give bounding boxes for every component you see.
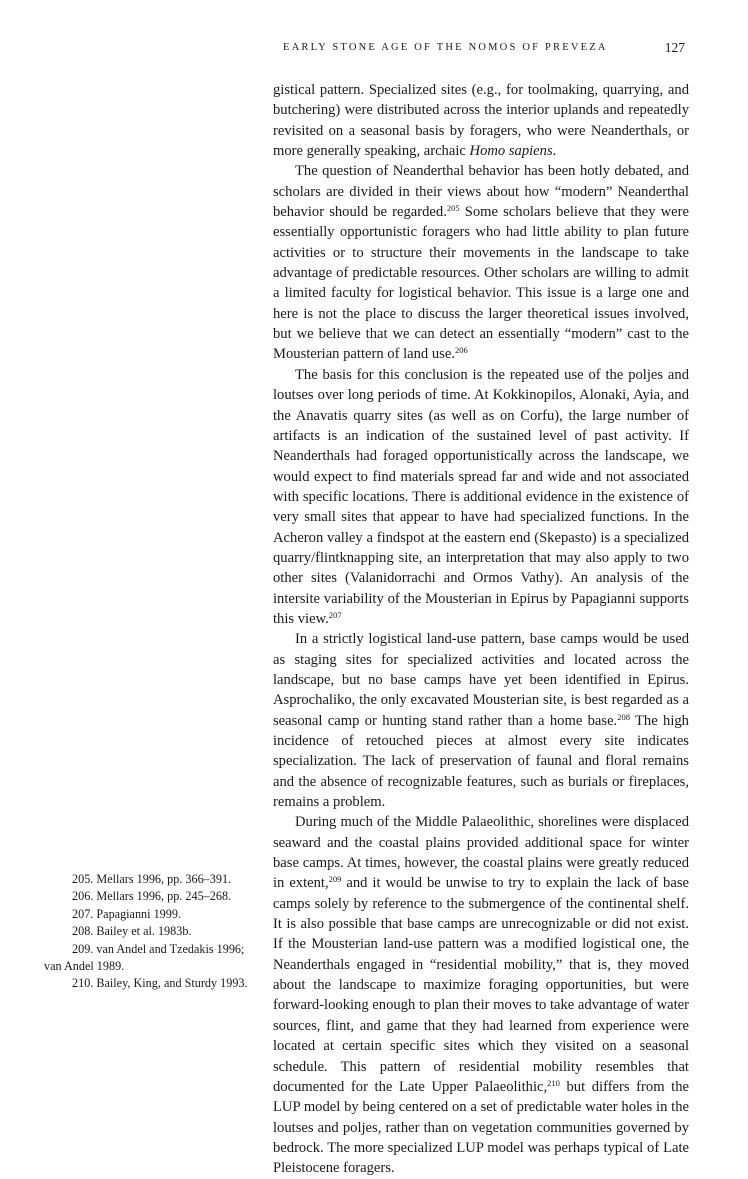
footnote-210: 210. Bailey, King, and Sturdy 1993. [72, 976, 248, 991]
footnote-209: 209. van Andel and Tzedakis 1996; van Andel 1989. [44, 941, 245, 974]
footnote-ref[interactable]: 206 [454, 345, 468, 356]
footnote-ref[interactable]: 209 [328, 874, 342, 885]
italic-term: Homo sapiens [469, 143, 553, 160]
text-run: The basis for this conclusion is the repeated use of the poljes and loutses over long periods of time. At Kokkinopilos, Alonaki, Ayia, and the Anavatis quarry sites (as well as on Corfu), the large number of artifacts is an indication of the sustained level of past activity. If Neanderthals had foraged opportunistically across the landscape, we would expect to find materials spread far and wide and not associated with specific locations. There is additional evidence in the existence of very small sites that appear to have had specialized functions. In the Acheron valley a findspot at the eastern end (Skepasto) is a specialized quarry/flintknapping site, an interpretation that may also apply to two other sites (Valanidorrachi and Ormos Vathy). An analysis of the intersite variability of the Mousterian in Epirus by Papagianni supports this view. [273, 366, 689, 627]
running-head: EARLY STONE AGE OF THE NOMOS OF PREVEZA [283, 42, 608, 53]
page-number: 127 [664, 40, 685, 55]
footnote-208: 208. Bailey et al. 1983b. [72, 924, 192, 939]
paragraph-4 [273, 629, 689, 812]
footnote-207: 207. Papagianni 1999. [72, 906, 181, 921]
footnote-ref[interactable]: 205 [446, 203, 460, 214]
footnote-ref[interactable]: 208 [617, 711, 630, 722]
text-run: and it would be unwise to try to explain the lack of base camps solely by reference to the submergence of the continental shelf. It is also possible that base camps are unrecognizable or did not exist. If the Mousterian land-use pattern was a modified logistical one, the Neanderthals engaged in “residential mobility,” that is, they moved about the landscape to maximize foraging opportunities, but were forward-looking enough to plan their moves to take advantage of water sources, flint, and game that they had learned from experience were located at certain specific sites which they visited on a seasonal schedule. This pattern of residential mobility resembles that documented for the Late Upper Palaeolithic, [273, 875, 689, 1095]
paragraph-5 [273, 812, 689, 1178]
page-header [273, 42, 685, 60]
paragraph-2 [273, 161, 689, 364]
footnote-ref[interactable]: 210 [547, 1077, 560, 1088]
paragraph-1 [273, 80, 689, 161]
text-run: but differs from the LUP model by being centered on a set of predictable water holes in the loutses and poljes, rather than on vegetation communities governed by bedrock. The more specialized LUP model was perhaps typical of Late Pleistocene foragers. [273, 1078, 689, 1177]
paragraph-3 [273, 365, 689, 629]
text-run: gistical pattern. Specialized sites (e.g., for toolmaking, quarrying, and butchering) were distributed across the interior uplands and repeatedly revisited on a seasonal basis by foragers, who were Neanderthals, or more generally speaking, archaic [273, 82, 689, 160]
main-text [273, 80, 689, 1179]
footnotes [44, 871, 254, 993]
text-run: The question of Neanderthal behavior has been hotly debated, and scholars are divided in their views about how “modern” Neanderthal behavior should be regarded. [273, 163, 689, 221]
text-run: . [552, 143, 557, 160]
footnote-205: 205. Mellars 1996, pp. 366–391. [72, 872, 232, 886]
footnote-206: 206. Mellars 1996, pp. 245–268. [72, 889, 232, 904]
text-run: Some scholars believe that they were essentially opportunistic foragers who had little ability to plan future activities or to structure their movements in the landscape to take advantage of predictable resources. Other scholars are willing to admit a limited faculty for logistical behavior. This issue is a large one and here is not the place to discuss the larger theoretical issues involved, but we believe that we can detect an essentially “modern” cast to the Mousterian pattern of land use. [273, 204, 689, 363]
footnote-ref[interactable]: 207 [328, 609, 342, 620]
text-run: The high incidence of retouched pieces at almost every site indicates specialization. The lack of preservation of faunal and floral remains and the absence of recognizable features, such as burials or fireplaces, remains a problem. [273, 712, 689, 811]
text-run: During much of the Middle Palaeolithic, shorelines were displaced seaward and the coastal plains provided additional space for winter base camps. At times, however, the coastal plains were greatly reduced in extent, [273, 814, 689, 892]
text-run: In a strictly logistical land-use pattern, base camps would be used as staging sites for specialized activities and located across the landscape, but no base camps have yet been identified in Epirus. Asprochaliko, the only excavated Mousterian site, is best regarded as a seasonal camp or hunting stand rather than a home base. [273, 631, 689, 729]
